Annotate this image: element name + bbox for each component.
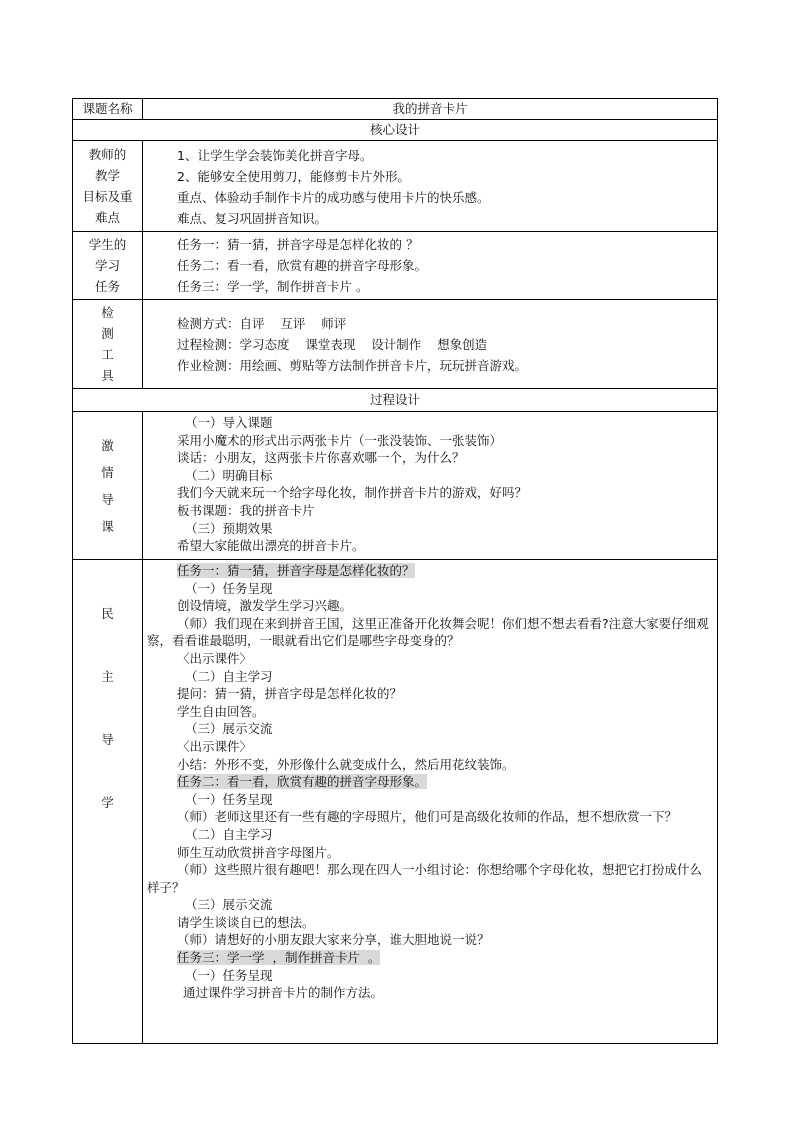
goals-label-line: 教师的 (88, 147, 127, 162)
task3-heading (147, 949, 713, 967)
task-line: 任务三：学一学，制作拼音卡片 。 (177, 279, 369, 294)
guided-paragraph: （师）我们现在来到拼音王国，这里正准备开化妆舞会呢！你们想不想去看看?注意大家要仔细观察，看看谁最聪明，一眼就看出它们是哪些字母变身的？ (147, 615, 709, 649)
task2-heading (147, 773, 713, 791)
guided-label-char: 导 (101, 732, 114, 747)
guided-line: 〈出示课件〉 (177, 650, 253, 666)
guided-label-char: 民 (101, 606, 114, 621)
guided-line: （二）自主学习 (185, 826, 273, 842)
course-title-row (73, 99, 718, 120)
tasks-label-line: 任务 (94, 279, 120, 294)
goals-label-line: 教学 (94, 168, 120, 183)
guided-label-char: 主 (101, 669, 114, 684)
guided-line: 小结：外形不变，外形像什么就变成什么，然后用花纹装饰。 (177, 756, 515, 772)
guided-content (143, 560, 718, 1044)
intro-label-char: 情 (101, 464, 114, 480)
guided-label (73, 560, 143, 1044)
task1-heading-text: 任务一：猜一猜，拼音字母是怎样化妆的？ (177, 563, 415, 578)
intro-line: 谈话：小朋友，这两张卡片你喜欢哪一个，为什么？ (177, 450, 465, 466)
tasks-row (73, 232, 718, 300)
assessment-label (73, 300, 143, 389)
assessment-label-char: 检 (101, 305, 114, 320)
guided-line: 师生互动欣赏拼音字母图片。 (177, 844, 340, 860)
intro-row (73, 412, 718, 560)
task-line: 任务一：猜一猜，拼音字母是怎样化妆的 ？ (177, 237, 419, 252)
goals-label-line: 目标及重 (82, 189, 133, 204)
intro-label-char: 导 (101, 491, 114, 507)
guided-line: （师）请想好的小朋友跟大家来分享，谁大胆地说一说？ (177, 932, 490, 948)
guided-row (73, 560, 718, 1044)
intro-line: （三）预期效果 (185, 520, 273, 536)
task3-heading-text: 任务三：学一学 ，制作拼音卡片 。 (177, 950, 381, 966)
intro-label-char: 激 (101, 437, 114, 453)
intro-label (73, 412, 143, 560)
guided-line: 通过课件学习拼音卡片的制作方法。 (183, 985, 384, 1001)
assessment-line: 检测方式：自评 互评 师评 (177, 315, 347, 331)
lesson-plan-table (72, 98, 718, 1044)
intro-line: （二）明确目标 (185, 467, 273, 483)
goals-row (73, 141, 718, 232)
guided-paragraph: （师）这些照片很有趣吧！那么现在四人一小组讨论：你想给哪个字母化妆，想把它打扮成什么样子？ (147, 862, 703, 895)
guided-paragraph: （师）老师这里还有一些有趣的字母照片，他们可是高级化妆师的作品，想不想欣赏一下？ (177, 809, 678, 825)
tasks-label (73, 232, 143, 300)
goal-line: 2、能够安全使用剪刀，能修剪卡片外形。 (177, 169, 410, 184)
goal-line: 1、让学生学会装饰美化拼音字母。 (177, 148, 373, 163)
guided-line: 〈出示课件〉 (177, 738, 253, 754)
guided-line: （三）展示交流 (185, 897, 273, 913)
guided-line: 学生自由回答。 (177, 703, 265, 719)
assessment-line: 作业检测：用绘画、剪贴等方法制作拼音卡片，玩玩拼音游戏。 (177, 357, 528, 373)
assessment-label-char: 工 (101, 347, 114, 362)
goals-label (73, 141, 143, 232)
assessment-row (73, 300, 718, 389)
intro-line: 采用小魔术的形式出示两张卡片（一张没装饰、一张装饰） (177, 432, 503, 448)
goals-label-line: 难点 (94, 210, 120, 225)
guided-line: 提问：猜一猜，拼音字母是怎样化妆的？ (177, 686, 403, 702)
intro-line: 我们今天就来玩一个给字母化妆，制作拼音卡片的游戏，好吗？ (177, 485, 528, 501)
process-design-heading: 过程设计 (73, 389, 718, 412)
guided-line: （三）展示交流 (185, 721, 273, 737)
assessment-label-char: 测 (101, 326, 114, 341)
guided-label-char: 学 (101, 795, 114, 810)
guided-line: （一）任务呈现 (185, 580, 273, 596)
assessment-label-char: 具 (101, 368, 114, 383)
goal-line: 难点、复习巩固拼音知识。 (177, 211, 328, 226)
task2-heading-text: 任务二：看一看，欣赏有趣的拼音字母形象。 (177, 774, 428, 790)
goal-line: 重点、体验动手制作卡片的成功感与使用卡片的快乐感。 (177, 190, 490, 205)
tasks-label-line: 学习 (94, 258, 120, 273)
assessment-line: 过程检测：学习态度 课堂表现 设计制作 想象创造 (177, 336, 488, 352)
course-title-value: 我的拼音卡片 (143, 99, 718, 120)
core-design-row (73, 120, 718, 141)
intro-content (143, 412, 718, 560)
task1-heading (147, 562, 713, 580)
intro-line: 板书课题：我的拼音卡片 (177, 502, 315, 518)
core-design-heading: 核心设计 (73, 120, 718, 141)
process-design-row (73, 389, 718, 412)
tasks-content (143, 232, 718, 300)
guided-line: （一）任务呈现 (185, 791, 273, 807)
guided-line: （一）任务呈现 (185, 967, 273, 983)
assessment-content (143, 300, 718, 389)
intro-line: 希望大家能做出漂亮的拼音卡片。 (177, 538, 365, 554)
guided-line: 请学生谈谈自已的想法。 (177, 914, 315, 930)
course-title-label: 课题名称 (73, 99, 143, 120)
intro-line: （一）导入课题 (185, 415, 273, 430)
intro-label-char: 课 (101, 518, 114, 534)
goals-content (143, 141, 718, 232)
tasks-label-line: 学生的 (88, 237, 127, 252)
guided-line: 创设情境，激发学生学习兴趣。 (177, 598, 353, 614)
guided-line: （二）自主学习 (185, 668, 273, 684)
task-line: 任务二：看一看，欣赏有趣的拼音字母形象。 (177, 258, 428, 273)
